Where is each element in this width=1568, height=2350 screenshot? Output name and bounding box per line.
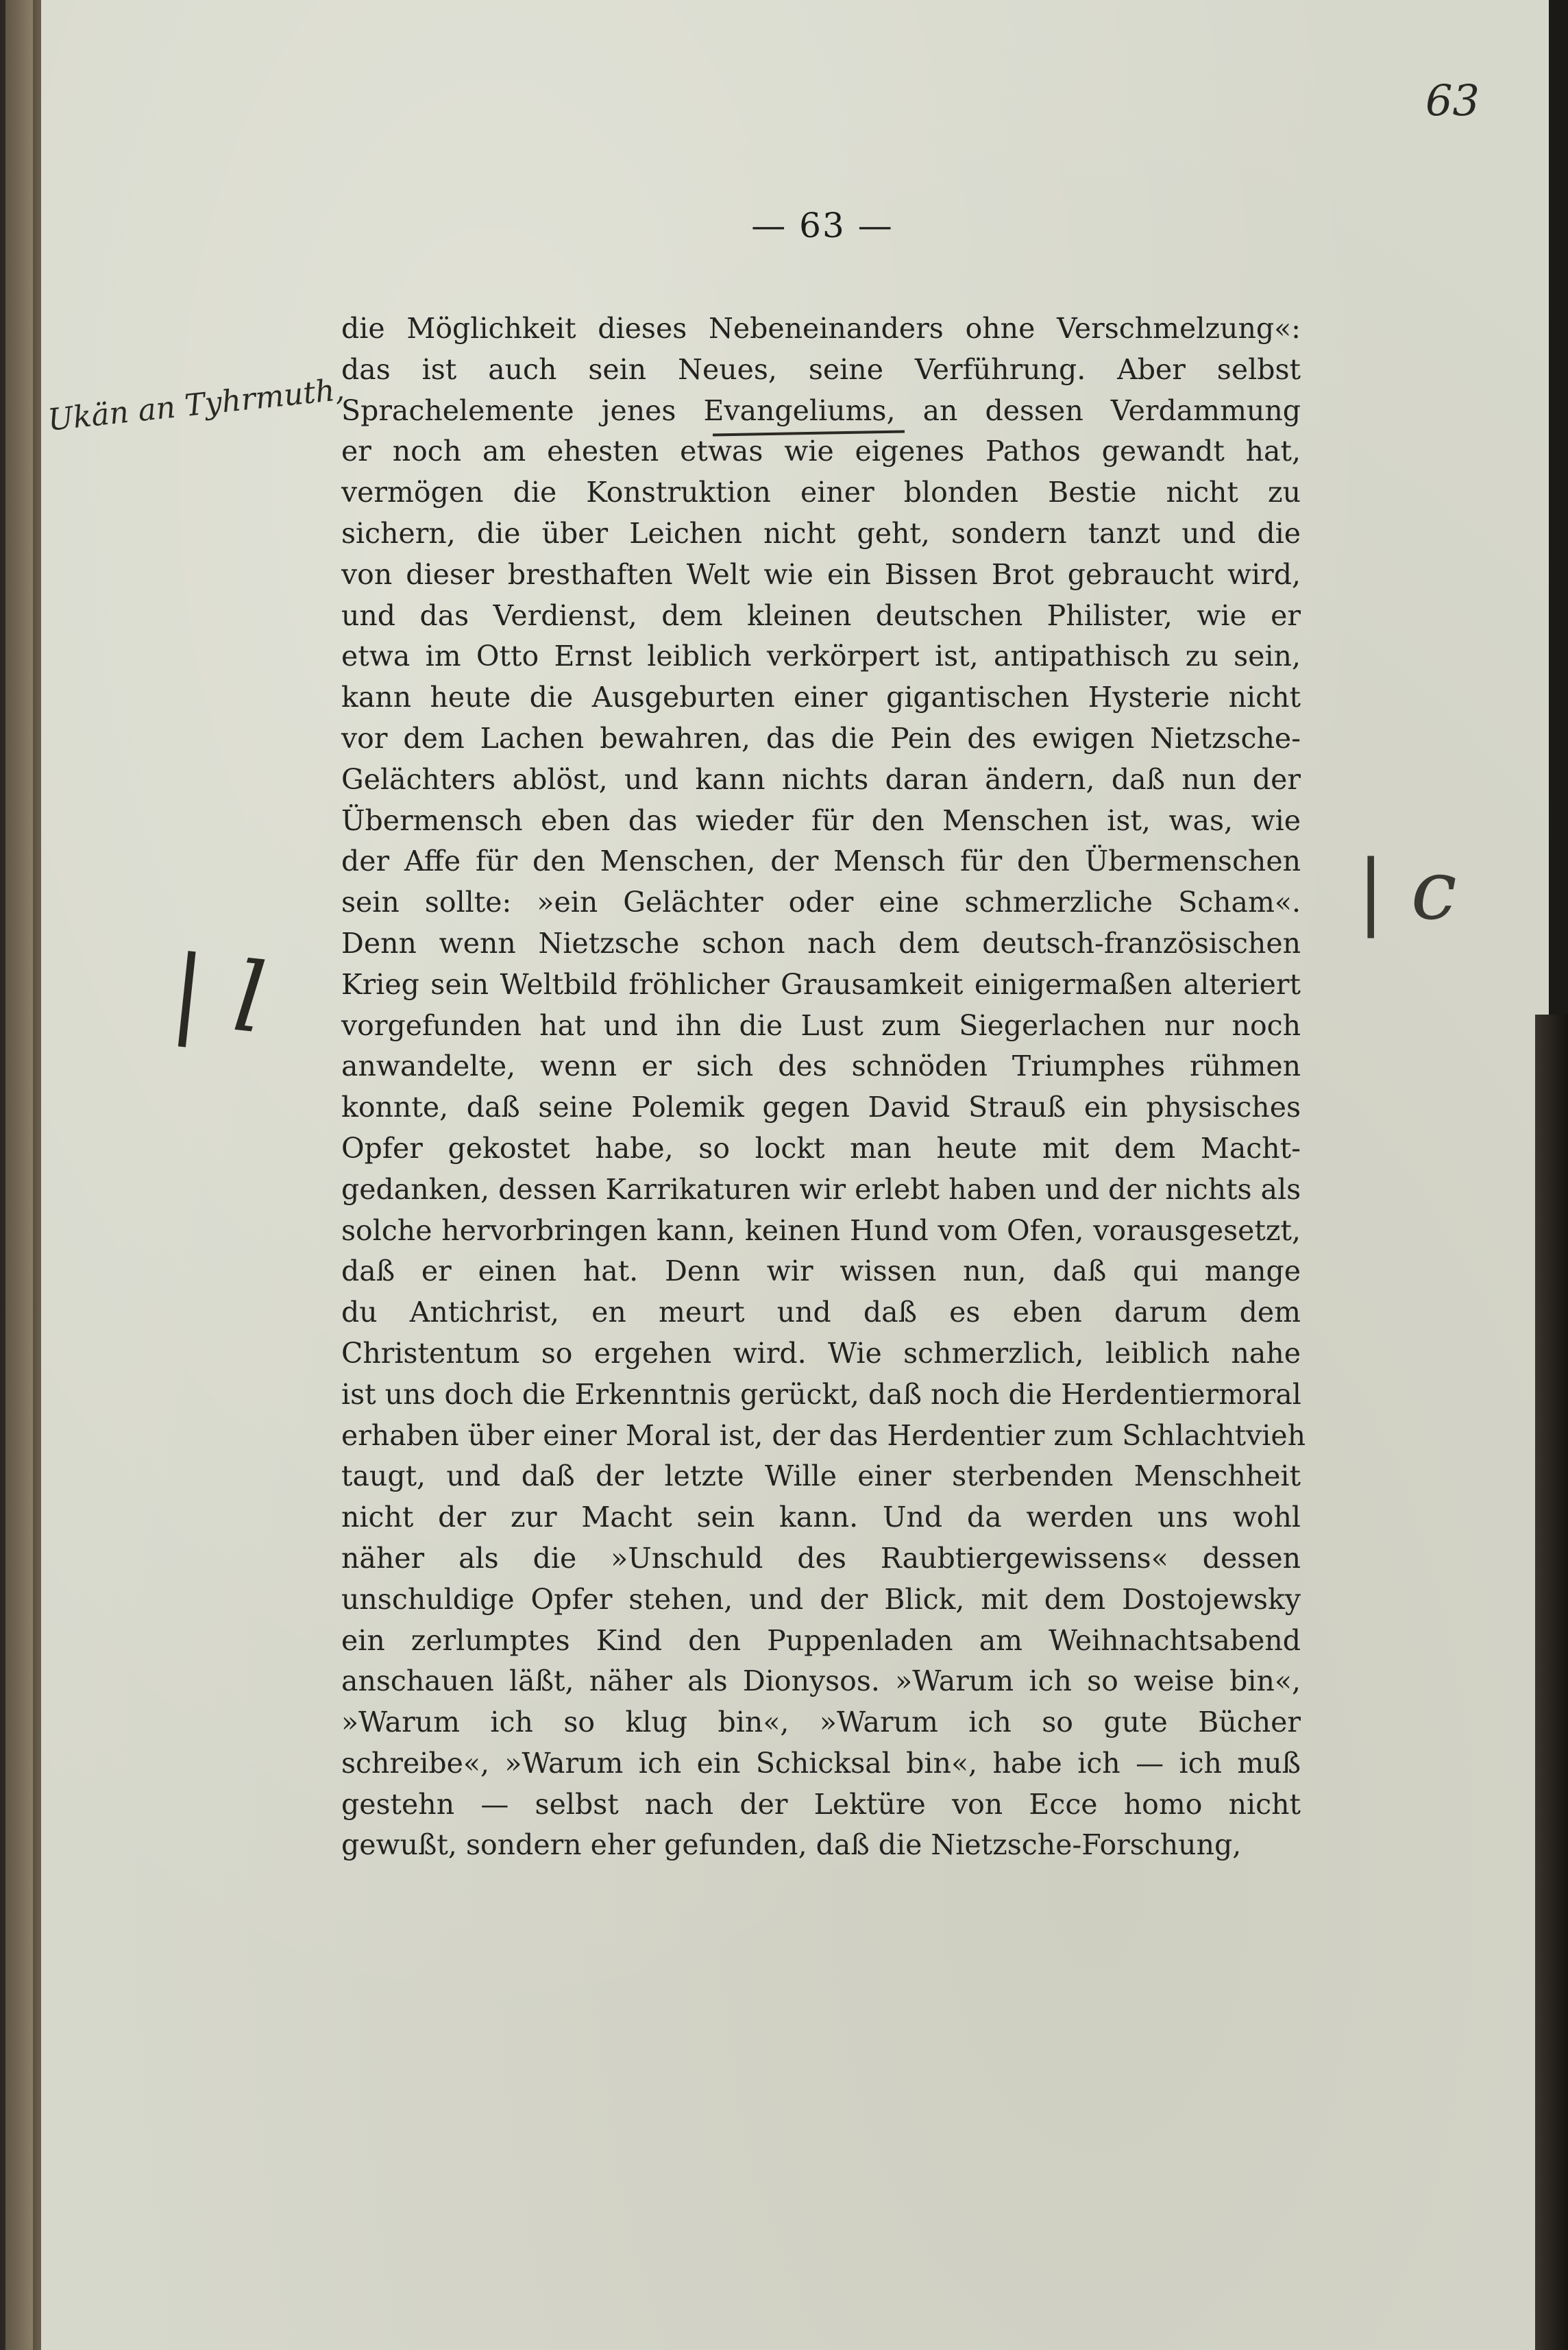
text-line: kann heute die Ausgeburten einer gigantischen Hysterie nicht xyxy=(341,681,1301,714)
text-line: Übermensch eben das wieder für den Menschen ist, was, wie xyxy=(341,803,1301,837)
text-line: etwa im Otto Ernst leiblich verkörpert ist, antipathisch zu sein, xyxy=(341,640,1301,673)
text-line: anwandelte, wenn er sich des schnöden Triumphes rühmen xyxy=(341,1050,1301,1083)
text-line: Christentum so ergehen wird. Wie schmerzlich, leiblich nahe xyxy=(341,1336,1301,1370)
text-line: Sprachelemente jenes Evangeliums, an dessen Verdammung xyxy=(341,393,1301,427)
text-line: sein sollte: »ein Gelächter oder eine schmerzliche Scham«. xyxy=(341,886,1301,919)
text-line: ist uns doch die Erkenntnis gerückt, daß noch die Herdentiermoral xyxy=(341,1377,1301,1411)
body-text xyxy=(341,308,1306,1866)
text-line: vorgefunden hat und ihn die Lust zum Siegerlachen nur noch xyxy=(341,1008,1301,1042)
text-line: Opfer gekostet habe, so lockt man heute mit dem Macht- xyxy=(341,1131,1301,1165)
text-line: die Möglichkeit dieses Nebeneinanders ohne Verschmelzung«: xyxy=(341,312,1301,345)
text-line: daß er einen hat. Denn wir wissen nun, daß qui mange xyxy=(341,1255,1301,1288)
handwritten-folio-number: 63 xyxy=(1425,75,1480,125)
text-line: der Affe für den Menschen, der Mensch für den Übermenschen xyxy=(341,845,1301,878)
handwritten-mark-left: | l xyxy=(165,934,271,1056)
previous-page-edge xyxy=(5,0,33,2350)
text-line: gewußt, sondern eher gefunden, daß die Nietzsche-Forschung, xyxy=(341,1828,1242,1862)
text-line: »Warum ich so klug bin«, »Warum ich so gute Bücher xyxy=(341,1706,1301,1739)
handwritten-mark-right: | c xyxy=(1357,843,1457,938)
text-line: anschauen läßt, näher als Dionysos. »Warum ich so weise bin«, xyxy=(341,1664,1301,1698)
text-line: von dieser bresthaften Welt wie ein Bissen Brot gebraucht wird, xyxy=(341,557,1301,591)
text-line: Gelächters ablöst, und kann nichts daran ändern, daß nun der xyxy=(341,762,1301,796)
text-line: näher als die »Unschuld des Raubtiergewissens« dessen xyxy=(341,1541,1301,1575)
text-line: Krieg sein Weltbild fröhlicher Grausamkeit einigermaßen alteriert xyxy=(341,967,1301,1001)
text-line: das ist auch sein Neues, seine Verführung. Aber selbst xyxy=(341,352,1301,386)
text-line: ein zerlumptes Kind den Puppenladen am Weihnachtsabend xyxy=(341,1623,1301,1657)
text-line: schreibe«, »Warum ich ein Schicksal bin«, habe ich — ich muß xyxy=(341,1746,1301,1780)
text-line: konnte, daß seine Polemik gegen David Strauß ein physisches xyxy=(341,1091,1301,1124)
text-line: sichern, die über Leichen nicht geht, sondern tanzt und die xyxy=(341,516,1301,550)
text-line: nicht der zur Macht sein kann. Und da werden uns wohl xyxy=(341,1501,1301,1534)
text-line: vermögen die Konstruktion einer blonden Bestie nicht zu xyxy=(341,476,1301,509)
text-line: gedanken, dessen Karrikaturen wir erlebt haben und der nichts als xyxy=(341,1172,1301,1206)
text-line: vor dem Lachen bewahren, das die Pein des ewigen Nietzsche- xyxy=(341,721,1301,755)
text-line: er noch am ehesten etwas wie eigenes Pathos gewandt hat, xyxy=(341,435,1301,468)
text-line: und das Verdienst, dem kleinen deutschen Philister, wie er xyxy=(341,598,1301,632)
text-line: du Antichrist, en meurt und daß es eben darum dem xyxy=(341,1296,1301,1329)
text-line: erhaben über einer Moral ist, der das Herdentier zum Schlachtvieh xyxy=(341,1418,1306,1452)
text-line: solche hervorbringen kann, keinen Hund vom Ofen, vorausgesetzt, xyxy=(341,1213,1301,1247)
torn-page-edge xyxy=(1535,1015,1568,2350)
text-line: Denn wenn Nietzsche schon nach dem deutsch-französischen xyxy=(341,926,1301,960)
text-line: unschuldige Opfer stehen, und der Blick, mit dem Dostojewsky xyxy=(341,1582,1301,1616)
text-line: gestehn — selbst nach der Lektüre von Ecce homo nicht xyxy=(341,1787,1301,1821)
text-line: taugt, und daß der letzte Wille einer sterbenden Menschheit xyxy=(341,1459,1301,1493)
handwritten-margin-note: Ukän an Tyhrmuth, xyxy=(46,372,346,438)
page-number: — 63 — xyxy=(751,206,894,245)
